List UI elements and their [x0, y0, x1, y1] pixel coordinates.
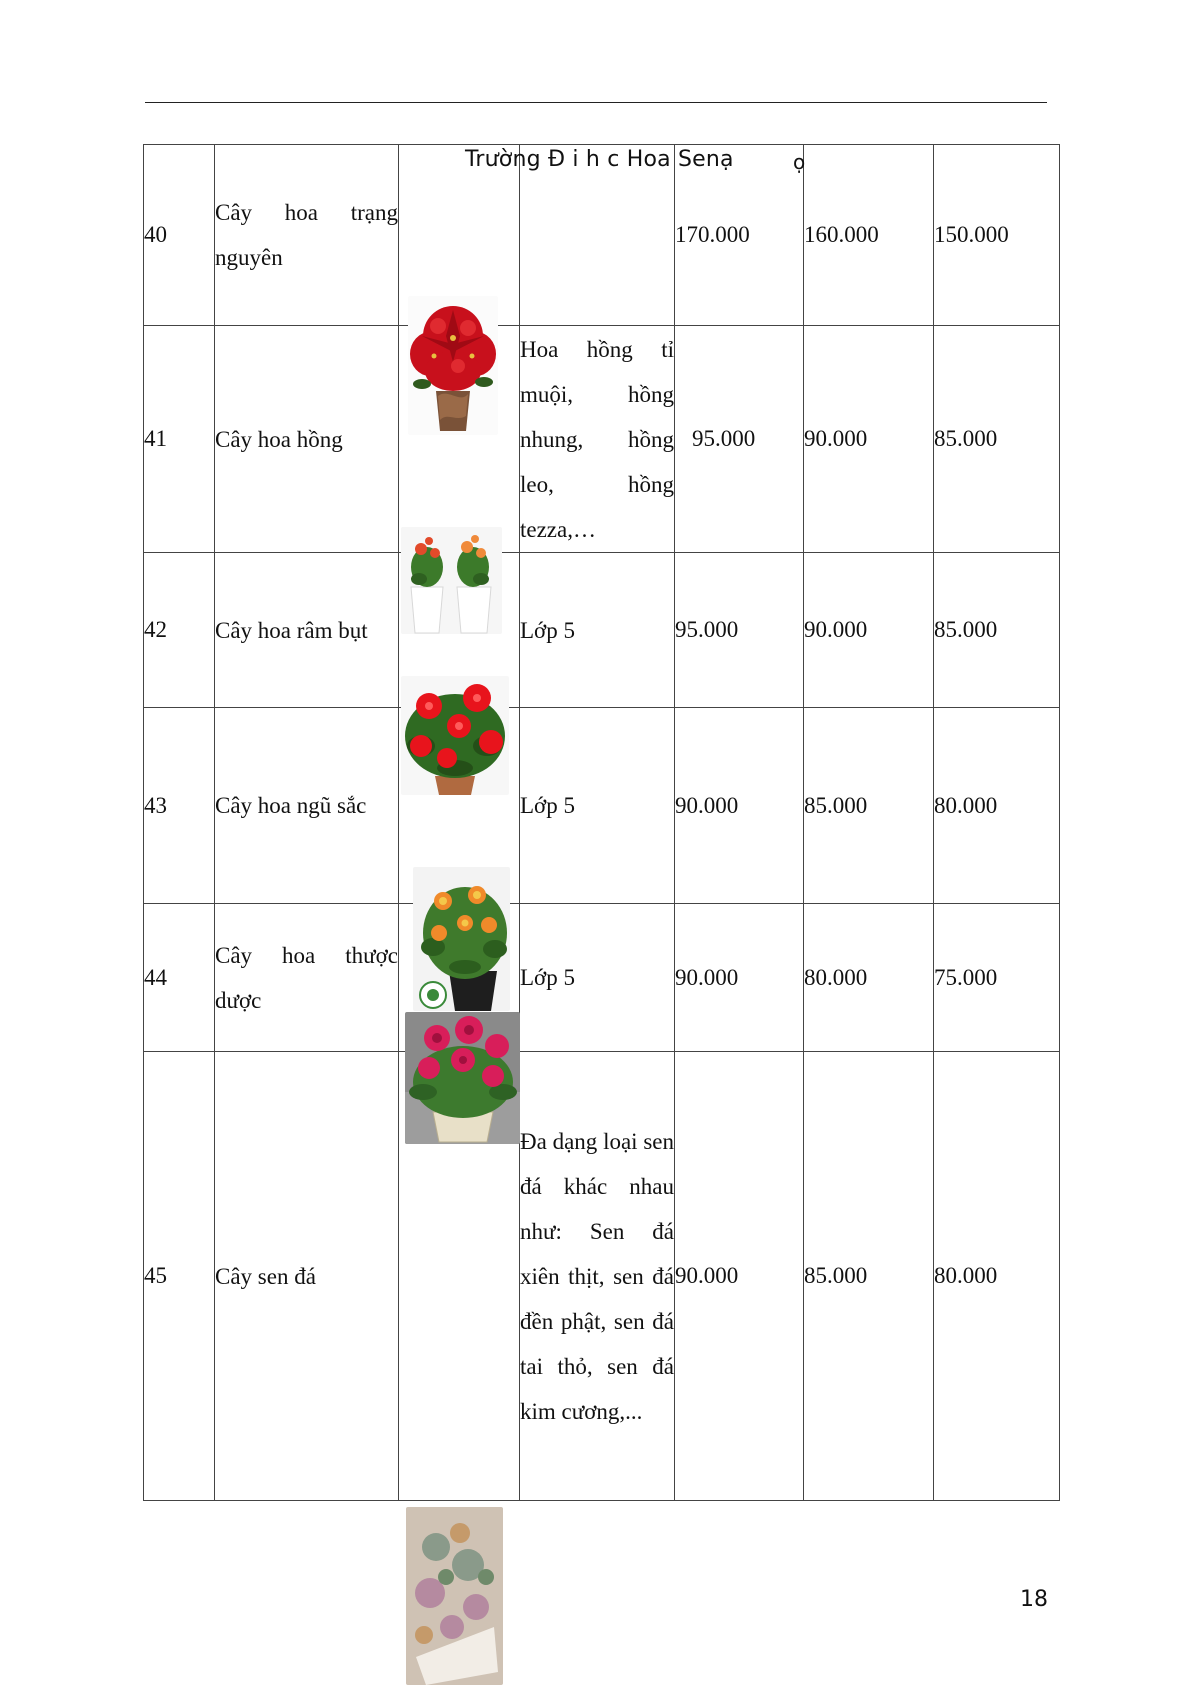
plant-name: Cây hoa hồng: [215, 326, 399, 553]
plant-name: Cây hoa trạng nguyên: [215, 145, 399, 326]
price-1: 170.000: [675, 145, 804, 326]
page-number: 18: [1020, 1587, 1048, 1612]
price-1: 95.000: [675, 326, 804, 553]
price-2: 80.000: [804, 904, 934, 1052]
header-stray-glyph: ọ: [793, 150, 806, 174]
price-1: 90.000: [675, 708, 804, 904]
price-1: 95.000: [675, 553, 804, 708]
table-row: [144, 904, 1060, 1052]
table-row: [144, 1052, 1060, 1501]
plant-name: Cây sen đá: [215, 1052, 399, 1501]
dahlia-image: [405, 1012, 520, 1144]
header-rule: [145, 102, 1047, 103]
table-row: [144, 553, 1060, 708]
hibiscus-image: [401, 676, 509, 795]
dahlia-plant-photo: [405, 1012, 520, 1144]
table-row: [144, 708, 1060, 904]
plant-description: Lớp 5: [520, 904, 675, 1052]
price-1: 90.000: [675, 1052, 804, 1501]
lantana-plant-photo: [413, 867, 510, 1011]
row-number: 41: [144, 326, 215, 553]
row-number: 43: [144, 708, 215, 904]
price-2: 160.000: [804, 145, 934, 326]
succulent-plant-photo: [406, 1507, 503, 1685]
hibiscus-plant-photo: [401, 676, 509, 795]
plant-description: Lớp 5: [520, 553, 675, 708]
price-table: [143, 144, 1060, 1501]
poinsettia-plant-photo: [408, 296, 498, 435]
rose-plant-photo: [401, 527, 502, 634]
succulent-image: [406, 1507, 503, 1685]
row-number: 40: [144, 145, 215, 326]
plant-name: Cây hoa ngũ sắc: [215, 708, 399, 904]
price-2: 90.000: [804, 553, 934, 708]
plant-description: Đa dạng loại sen đá khác nhau như: Sen đá xiên thịt, sen đá đền phật, sen đá tai thỏ, sen đá kim cương,...: [520, 1052, 675, 1501]
table-row: [144, 326, 1060, 553]
poinsettia-image: [408, 296, 498, 435]
plant-name: Cây hoa thược dược: [215, 904, 399, 1052]
plant-description: Hoa hồng tỉ muội, hồng nhung, hồng leo, hồng tezza,…: [520, 326, 675, 553]
row-number: 45: [144, 1052, 215, 1501]
price-3: 150.000: [934, 145, 1060, 326]
price-2: 90.000: [804, 326, 934, 553]
price-2: 85.000: [804, 708, 934, 904]
lantana-image: [413, 867, 510, 1011]
price-3: 75.000: [934, 904, 1060, 1052]
price-3: 85.000: [934, 553, 1060, 708]
price-3: 80.000: [934, 1052, 1060, 1501]
plant-name: Cây hoa râm bụt: [215, 553, 399, 708]
price-2: 85.000: [804, 1052, 934, 1501]
price-3: 80.000: [934, 708, 1060, 904]
roses-image: [401, 527, 502, 634]
row-number: 44: [144, 904, 215, 1052]
plant-description: Lớp 5: [520, 708, 675, 904]
price-1: 90.000: [675, 904, 804, 1052]
row-number: 42: [144, 553, 215, 708]
price-3: 85.000: [934, 326, 1060, 553]
header-title: Trường Đ i h c Hoa Senạ: [465, 147, 734, 172]
